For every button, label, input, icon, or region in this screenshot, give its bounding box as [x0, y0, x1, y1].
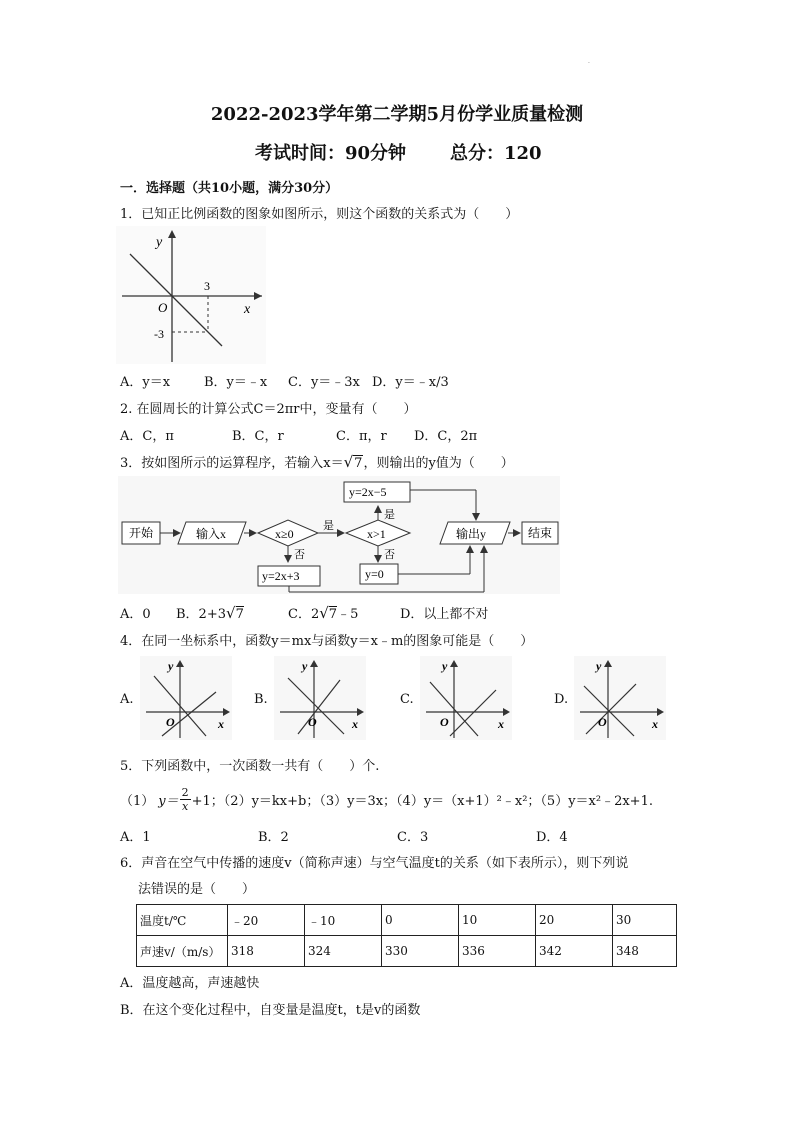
q3-option-b	[176, 603, 244, 622]
q3-flowchart	[118, 476, 560, 594]
table-cell: 10	[459, 905, 536, 936]
table-cell: 318	[228, 936, 305, 967]
q4b-x: x	[352, 717, 358, 731]
q4a-x: x	[218, 717, 224, 731]
flow-cond2: x>1	[367, 527, 386, 541]
table-cell: ﹣10	[305, 905, 382, 936]
q1-option-a: A．y＝x	[120, 375, 171, 390]
q3-option-c-rad: 7	[328, 607, 338, 622]
flow-box-right-text: y=0	[365, 567, 384, 581]
q6-table	[136, 904, 677, 967]
q2-option-a: A．C，π	[120, 429, 174, 444]
q5-option-d: D．4	[536, 830, 568, 845]
flow-yes2: 是	[384, 509, 395, 521]
q1-option-c: C．y＝﹣3x	[288, 375, 360, 390]
q5-item-rest: +1；（2）y＝kx+b；（3）y＝3x；（4）y＝（x+1）²﹣x²；（5）y＝x²﹣2x+1.	[191, 793, 653, 809]
q3-option-d: D．以上都不对	[400, 607, 489, 622]
table-cell: ﹣20	[228, 905, 305, 936]
q6-stem-line2: 法错误的是（ ）	[138, 882, 256, 897]
q4b-o: O	[308, 715, 317, 729]
q3-option-c-prefix: C．2	[288, 607, 320, 622]
q3-stem-a: 3．按如图所示的运算程序，若输入x＝	[120, 456, 344, 471]
q5-option-b: B．2	[258, 830, 289, 845]
q5-option-a: A．1	[120, 830, 151, 845]
flow-start: 开始	[129, 526, 154, 540]
q4a-y: y	[168, 659, 174, 673]
q3-stem	[120, 452, 514, 471]
q3-stem-radicand: 7	[354, 456, 363, 471]
flow-box-left-text: y=2x+3	[262, 569, 300, 583]
flow-no1: 否	[294, 549, 305, 561]
q4b-y: y	[302, 659, 308, 673]
flow-input: 输入x	[196, 527, 227, 541]
table-cell: 温度t/℃	[137, 905, 228, 936]
flow-end: 结束	[528, 526, 553, 540]
q2-stem: 2. 在圆周长的计算公式C＝2πr中，变量有（ ）	[120, 402, 417, 417]
table-cell: 348	[613, 936, 677, 967]
flow-cond1: x≥0	[275, 527, 294, 541]
q2-option-b: B．C，r	[232, 429, 284, 444]
q1-y-label: y	[156, 235, 163, 250]
q3-option-b-prefix: B．2+3	[176, 607, 226, 622]
q4c-y: y	[442, 659, 448, 673]
total-score: 总分：120	[450, 143, 542, 164]
flow-box-top-text: y=2x−5	[349, 485, 387, 499]
q6-stem-line1: 6．声音在空气中传播的速度v（简称声速）与空气温度t的关系（如下表所示），则下列说	[120, 856, 629, 871]
q1-option-d: D．y＝﹣x/3	[372, 375, 449, 390]
flow-yes1: 是	[323, 520, 334, 532]
q4-label-b: B.	[254, 692, 268, 707]
q4-label-d: D.	[554, 692, 569, 707]
q3-option-c	[288, 603, 358, 622]
q4-graph-a	[140, 656, 232, 740]
table-cell: 330	[382, 936, 459, 967]
q5-items	[120, 779, 653, 819]
q5-item1-y: y＝	[158, 793, 179, 809]
table-cell: 声速v/（m/s）	[137, 936, 228, 967]
q4-graph-d	[574, 656, 666, 740]
sqrt-sign: √	[343, 453, 354, 471]
sqrt-sign: √	[319, 604, 329, 622]
q4d-y: y	[596, 659, 602, 673]
table-cell: 0	[382, 905, 459, 936]
q4d-o: O	[598, 715, 607, 729]
q4-graph-b	[274, 656, 366, 740]
table-row	[137, 936, 677, 967]
q1-x-tick: 3	[204, 279, 210, 293]
q4-graph-c	[420, 656, 512, 740]
q3-option-b-rad: 7	[235, 607, 244, 622]
q1-stem: 1．已知正比例函数的图象如图所示，则这个函数的关系式为（ ）	[120, 207, 519, 222]
table-cell: 336	[459, 936, 536, 967]
q6-option-b: B．在这个变化过程中，自变量是温度t，t是v的函数	[120, 1003, 421, 1018]
q4c-o: O	[440, 715, 449, 729]
q4a-o: O	[166, 715, 175, 729]
section-heading: 一．选择题（共10小题，满分30分）	[120, 181, 339, 196]
q1-y-tick: -3	[154, 327, 164, 341]
flow-no2: 否	[384, 549, 395, 561]
q3-option-c-suffix: ﹣5	[337, 607, 359, 622]
q1-x-label: x	[244, 302, 251, 317]
flow-output: 输出y	[456, 527, 487, 541]
q5-fraction	[180, 786, 191, 813]
q2-option-c: C．π，r	[336, 429, 387, 444]
q4-label-c: C.	[400, 692, 414, 707]
q5-frac-num: 2	[181, 785, 189, 799]
table-cell: 20	[536, 905, 613, 936]
table-cell: 30	[613, 905, 677, 936]
q5-frac-den: x	[182, 799, 189, 813]
q5-option-c: C．3	[397, 830, 429, 845]
q5-item1-prefix: （1）	[120, 793, 155, 809]
q4-label-a: A.	[120, 692, 134, 707]
q5-stem: 5．下列函数中，一次函数一共有（ ）个.	[120, 759, 380, 774]
exam-time: 考试时间：90分钟	[255, 143, 407, 164]
page-title: 2022-2023学年第二学期5月份学业质量检测	[210, 104, 584, 125]
q4d-x: x	[652, 717, 658, 731]
q4c-x: x	[498, 717, 504, 731]
corner-mark: ·	[588, 60, 590, 67]
q2-option-d: D．C，2π	[414, 429, 478, 444]
q3-option-a: A．0	[120, 607, 151, 622]
sqrt-sign: √	[226, 604, 236, 622]
q4-stem: 4．在同一坐标系中，函数y＝mx与函数y＝x﹣m的图象可能是（ ）	[120, 634, 534, 649]
table-cell: 324	[305, 936, 382, 967]
table-cell: 342	[536, 936, 613, 967]
q1-origin: O	[158, 300, 168, 315]
q1-graph	[116, 226, 266, 364]
q1-option-b: B．y＝﹣x	[204, 375, 268, 390]
q6-option-a: A．温度越高，声速越快	[120, 976, 260, 991]
table-row	[137, 905, 677, 936]
q3-stem-b: ，则输出的y值为（ ）	[363, 456, 514, 471]
